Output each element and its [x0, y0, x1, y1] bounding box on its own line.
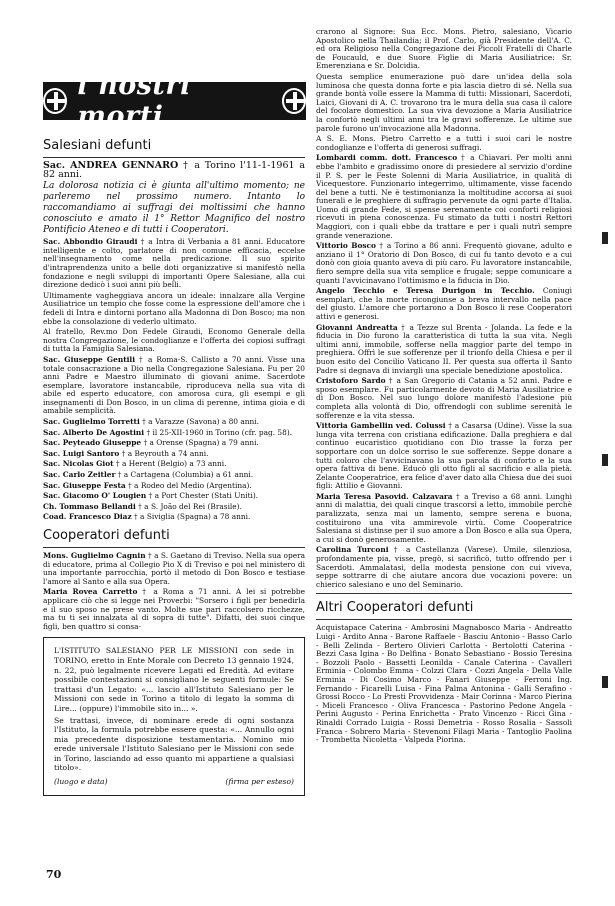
giraudi-text-2: Ultimamente vagheggiava ancora un ideale: innalzare alla Vergine Ausiliatrice un tempio che fosse come la espressione dell'amore che i fedeli di Intra e dintorni portano alla Madonna di Don Bosco; ma non ebbe la consolazione di vederlo ultimato.	[43, 290, 305, 326]
gentili-entry	[43, 356, 305, 416]
carretto-condolences: A S. E. Mons. Pietro Carretto e a tutti i suoi cari le nostre condoglianze e l'offerta di generosi suffragi.	[316, 134, 572, 152]
entry-detail: † a San Gregorio di Catania a 52 anni.	[388, 376, 540, 386]
entry-detail: † a Port Chester (Stati Uniti).	[148, 491, 259, 501]
divider	[43, 547, 305, 548]
divider	[316, 619, 572, 620]
entry-text: † a S. Gaetano di Treviso. Nella sua opera di educatore, prima al Collegio Pio X di Treviso e poi nel ministero di una importante parrocchia, portò il metodo di Don Bosco e testiase l'amore al Santo e alla sua Opera.	[43, 551, 306, 586]
heading-altri-cooperatori: Altri Cooperatori defunti	[316, 600, 474, 616]
entry-name: Sac. Giuseppe Festa	[43, 480, 126, 490]
edge-mark	[602, 454, 608, 466]
list-item	[43, 460, 305, 469]
entry-detail: † a Siviglia (Spagna) a 78 anni.	[134, 512, 251, 522]
list-item	[43, 418, 305, 427]
list-item	[316, 422, 572, 491]
entry-detail: † a Cartagena (Columbia) a 61 anni.	[117, 470, 254, 480]
giraudi-text-3: Al fratello, Rev.mo Don Fedele Giraudi, Economo Generale della nostra Congregazione, le condoglianze e l'offerta dei copiosi suffragi di tutta la Famiglia Salesiana.	[43, 327, 305, 354]
entry-name: Lombardi comm. dott. Francesco	[316, 153, 458, 163]
heading-salesiani-defunti: Salesiani defunti	[43, 138, 152, 153]
signature-label: (firma per esteso)	[225, 777, 294, 787]
entry-text: Padre e sposo esemplare. Fu particolarmente devoto di Maria Ausiliatrice e di Don Bosco. Nel suo lungo dolore manifestò l'adesione più completa alla volontà di Dio, offrendogli con sublime serenità le sofferenze e la vita stessa.	[316, 376, 572, 420]
entry-detail: † a Treviso a 68 anni.	[456, 491, 543, 501]
list-item	[43, 439, 305, 448]
cooperator-entries	[316, 154, 572, 589]
edge-mark	[602, 232, 608, 244]
entry-name: Sac. Giacomo O' Lougien	[43, 491, 147, 501]
entry-name: Maria Rovea Carretto	[43, 587, 138, 597]
entry-text: Umile, silenziosa, profondamente pia, visse, pregò, si sacrificò, tutto offrendo per i Sacerdoti. Ammalatasi, della modesta pensione con cui viveva, seppe sottrarre di che aiutare ancora due vocazioni povere: un chierico salesiano e uno del Seminario.	[316, 545, 573, 589]
entry-name: Sac. Luigi Santoro	[43, 448, 120, 458]
entry-name: Sac. Alberto De Agostini	[43, 427, 145, 437]
cagnin-entry	[43, 552, 305, 586]
entry-name: Ch. Tommaso Bellandi	[43, 501, 136, 511]
right-column	[316, 28, 572, 747]
edge-mark	[602, 676, 608, 688]
entry-detail: † a Tezze sul Brenta - Jolanda.	[401, 322, 522, 332]
bequest-signature-line	[54, 777, 294, 787]
entry-name: Angelo Tecchio e Teresa Durigon in Tecchio.	[316, 286, 535, 296]
entry-name: Sac. ANDREA GENNARO	[43, 160, 179, 171]
carretto-continued: crarono al Signore: Sua Ecc. Mons. Pietro, salesiano, Vicario Apostolico nella Thailandia; il Prof. Carlo, già Presidente dell'A. C. ed ora Religioso nella Congregazione dei Piccoli Fratelli di Charle de Foucauld, e due Suore Figlie di Maria Ausiliatrice: Sr. Emerenziana e Sr. Dolcidia.	[316, 27, 572, 71]
entry-detail: † a Rodeo del Medio (Argentina).	[128, 480, 252, 490]
entry-detail: † a S. João del Rei (Brasile).	[138, 501, 242, 511]
entry-name: Sac. Nicolas Giot	[43, 459, 114, 469]
banner-title: i nostri morti	[77, 70, 191, 132]
divider	[43, 157, 305, 158]
deceased-list	[43, 418, 305, 522]
entry-name: Coad. Francesco Diaz	[43, 512, 132, 522]
entry-detail: † a Torino l'11-1-1961 a 82 anni.	[43, 160, 305, 180]
entry-text: Lunghi anni di malattia, dei quali cinque trascorsi a letto, immobile perchè paralizzata, senza mai un lamento, sempre serena e buona, costituirono una vita ammirevole virtù. Come Cooperatrice Salesiana si distinse per il suo amore a Don Bosco e alla sua Opera, a cui si donò generosamente.	[316, 491, 573, 544]
list-item	[316, 324, 572, 376]
list-item	[316, 242, 572, 285]
entry-detail: † il 25-XII-1960 in Torino (cfr. pag. 58).	[146, 427, 293, 437]
list-item	[316, 287, 572, 321]
entry-text: † a Roma-S. Callisto a 70 anni. Visse una totale consacrazione a Dio nella Congregazione Salesiana. Fu per 20 anni Padre e Maestro illuminato di giovani anime. Sacerdote esemplare, lavoratore instancabile, riproduceva nella sua vita di abile ed esperto educatore, con amorosa cura, gli esempi e gli insegnamenti di Don Bosco, in un clima di perenne, intima gioia e di amabile semplicità.	[43, 354, 305, 416]
list-item	[316, 546, 572, 589]
entry-text: Visse la sua lunga vita terrena con cristiana edificazione. Dalla preghiera e dal continuo eucaristico quotidiano con Dio trasse la forza per sopportare con un dolce sorriso le sue sofferenze. Seppe donare a tutti coloro che l'avvicinavano la sua parola di conforto e la sua opera fattiva di bene. Educò gli otto figli al sacrificio e alla pietà. Zelante Cooperatrice, era felice d'aver dato alla Chiesa due dei suoi figli: Attilio e Giovanni.	[316, 421, 572, 491]
list-item	[43, 503, 305, 512]
entry-name: Sac. Guglielmo Torretti	[43, 417, 140, 427]
carretto-entry	[43, 588, 305, 631]
entry-detail: † a Varazze (Savona) a 80 anni.	[142, 417, 259, 427]
entry-name: Sac. Carlo Zeitler	[43, 470, 116, 480]
entry-detail: † a Chiavari.	[461, 153, 513, 163]
entry-name: Maria Teresa Pasovid. Calzavara	[316, 491, 453, 501]
divider	[316, 593, 572, 594]
giraudi-entry	[43, 238, 305, 290]
entry-text: Coniugi esemplari, che la morte ricongiunse a breva intervallo nella pace del giusto. L'amore che portarono a Don Bosco li rese Cooperatori attivi e generosi.	[316, 286, 572, 321]
bequest-notice-box	[43, 637, 305, 795]
list-item	[43, 492, 305, 501]
entry-name: Giovanni Andreatta	[316, 322, 398, 332]
other-cooperators-list: Acquistapace Caterina - Ambrosini Magnabosco Maria - Andreatto Luigi - Ardito Anna - Barone Raffaele - Basciu Antonio - Basso Carlo - Belli Zelinda - Bertero Olivieri Carlotta - Bertolotti Caterina - Bezzi Casa Igina - Bo Delfina - Bonato Sebastiano - Bossio Teresina - Bozzoli Paolo - Bassetti Leonilda - Canale Caterina - Cavalleri Erminia - Colombo Emma - Colzzi Clara - Cozzi Angela - Della Valle Erminia - Di Cosimo Marco - Fanari Giuseppe - Ferroni Ing. Fernando - Ficarelli Luisa - Fina Palma Antonina - Galli Serafino - Grossi Rocco - Lo Presti Provvidenza - Mair Corinna - Marco Pierina - Miceli Francesco - Oliva Francesca - Pastorino Pedone Angela - Perini Augusto - Perina Enrichetta - Prato Vincenzo - Ricci Gina - Rinaldi Corrado Luigia - Rossi Demetria - Rosso Rosalia - Sassoli Franca - Sobrero Maria - Stevenoni Filagi Maria - Tantoglio Paolina - Trombetta Nicoletta - Valpeda Piorina.	[316, 623, 572, 745]
entry-name: Carolina Turconi	[316, 545, 389, 555]
entry-name: Mons. Guglielmo Cagnin	[43, 551, 146, 560]
list-item	[43, 429, 305, 438]
heading-cooperatori-defunti: Cooperatori defunti	[43, 528, 170, 543]
bequest-text-1: L'ISTITUTO SALESIANO PER LE MISSIONI con sede in TORINO, eretto in Ente Morale con Decreto 13 gennaio 1924, n. 22, può legalmente ricevere Legati ed Eredità. Ad evitare possibile contestazioni si consigliano le seguenti formule: Se trattasi d'un Legato: «... lascio all'Istituto Salesiano per le Missioni con sede in Torino a titolo di legato la somma di Lire... (oppure) l'immobile sito in... ».	[54, 646, 294, 713]
left-column	[43, 70, 305, 796]
entry-text: † a Roma a 71 anni. A lei si potrebbe applicare ciò che si legge nei Proverbi: "Sorsero i figli per benedirla e il suo sposo ne prese vanto. Molte sue pari raccolsero ricchezze, ma tu ti sei innalzata al di sopra di tutte". Difatti, dei suoi cinque figli, ben quattro si consa-	[43, 587, 305, 631]
entry-name: Sac. Abbondio Giraudi	[43, 237, 138, 247]
entry-detail: † a Herent (Belgio) a 73 anni.	[115, 459, 227, 469]
entry-text: Per molti anni ebbe l'ambito e gradissimo onore di presiedere al servizio d'ordine il P. S. per le Feste Solenni di Maria Ausiliatrice, in qualità di Vicequestore. Funzionario integerrimo, ultimamente, visse facendo del bene a tutti. Ne è testimonianza la moltitudine accorsa ai suoi funerali e le preghiere di suffragio pervenute da ogni parte d'Italia. Uomo di grande Fede, si spense serenamente coi conforti religiosi ricevuti in piena conoscenza. Fu stimato da tutti i nostri Rettori Maggiori, con i quali ebbe da trattare e per i quali nutrì sempre grande venerazione.	[316, 153, 572, 240]
entry-name: Sac. Peyteado Giuseppe	[43, 438, 142, 448]
bequest-text-2: Se trattasi, invece, di nominare erede di ogni sostanza l'Istituto, la formula potrebbe essere questa: «... Annullo ogni mia precedente disposizione testamentaria. Nomino mio erede universale l'Istituto Salesiano per le Missioni con sede in Torino, lasciando ad esso quanto mi appartiene a qualsiasi titolo».	[54, 715, 294, 773]
list-item	[316, 154, 572, 240]
entry-detail: † a Orense (Spagna) a 79 anni.	[143, 438, 259, 448]
entry-detail: † a Torino a 86 anni.	[379, 241, 461, 251]
entry-name: Vittoria Gambellin ved. Colussi	[316, 421, 446, 431]
gennaro-entry	[43, 162, 305, 179]
entry-detail: † a Casarsa (Udine).	[448, 421, 525, 431]
entry-detail: † a Beyrouth a 74 anni.	[121, 448, 209, 458]
list-item	[43, 482, 305, 491]
entry-name: Vittorio Bosco	[316, 241, 376, 251]
entry-text: Frequentò giovane, adulto e anziano il 1° Oratorio di Don Bosco, di cui fu tanto devoto e a cui donò con gioia quanto aveva di più caro. Fu lavoratore instancabile, fiero sempre della sua vita semplice e frugale; seppe comunicare a quanti l'avvicinavano l'ottimismo e la fiducia in Dio.	[316, 241, 572, 285]
list-item	[43, 471, 305, 480]
place-date-label: (luogo e data)	[54, 777, 108, 787]
entry-text: † a Intra di Verbania a 81 anni. Educatore intelligente e colto, parlatore di non comune efficacia, eccelse nell'insegnamento come nella predicazione. Il suo spirito d'intraprendenza unito a belle doti organizzative si manifestò nella fondazione e negli sviluppi di importanti Opere Salesiane, alla cui direzione dedicò i suoi anni più belli.	[43, 237, 305, 290]
entry-name: Cristoforo Sardo	[316, 376, 386, 386]
entry-name: Sac. Giuseppe Gentili	[43, 354, 136, 364]
list-item	[43, 450, 305, 459]
page-number: 70	[46, 868, 62, 881]
list-item	[43, 513, 305, 522]
carretto-continued-2: Questa semplice enumerazione può dare un'idea della sola luminosa che questa donna forte e pia lascia dietro di sé. Nella sua grande bontà volle essere la Mamma di tutti: Missionari, Sacerdoti, Laici, Giovani di A. C. trovarono tra le mura della sua casa il calore del focolare domestico. La sua viva devozione a Maria Ausiliatrice la confortò negli ultimi anni tra le gravi sofferenze. Le ultime sue parole furono un'invocazione alla Madonna.	[316, 71, 572, 133]
gennaro-note: La dolorosa notizia ci è giunta all'ultimo momento; ne parleremo nel prossimo numero. Intanto lo raccomandiamo ai suffragi dei moltissimi che hanno conosciuto e amato il 1° Rettor Magnifico del nostro Pontificio Ateneo e di tutti i Cooperatori.	[43, 181, 305, 236]
entry-text: La fede e la fiducia in Dio furono la caratteristica di tutta la sua vita. Negli ultimi anni, immobile, sofferse nella maggior parte del tempo in preghiera. Offrì le sue sofferenze per il trionfo della Chiesa e per il buon esito del Concilio Vaticano II. Per questa sua offerta il Santo Padre si degnava di inviargli una speciale benedizione apostolica.	[316, 322, 572, 375]
list-item	[316, 493, 572, 545]
list-item	[316, 377, 572, 420]
entry-detail: † a Castellanza (Varese).	[393, 545, 498, 555]
